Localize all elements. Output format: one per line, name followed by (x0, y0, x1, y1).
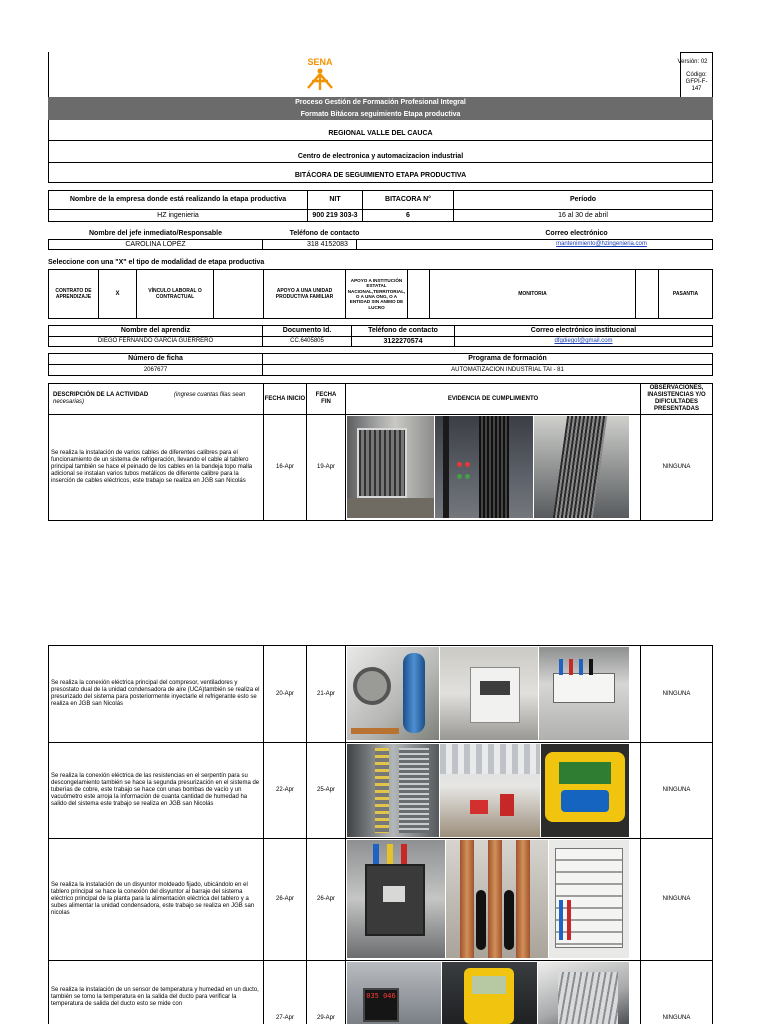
sensor-display-value: 035 046 (366, 992, 396, 1000)
activity-row-5-obs: NINGUNA (640, 960, 713, 1024)
modality-monitoria: MONITORIA (430, 270, 636, 318)
activity-row-4-obs: NINGUNA (640, 838, 713, 961)
evidence-photo-electric-box (440, 647, 538, 740)
ficha-header: Número de ficha (48, 353, 263, 365)
format-title: Formato Bitácora seguimiento Etapa productiva (300, 110, 461, 118)
apprentice-name-value: DIEGO FERNANDO GARCIA GUERRERO (48, 336, 263, 347)
modality-prompt: Seleccione con una "X" el tipo de modalidad de etapa productiva (48, 259, 265, 266)
evidence-photo-contactors (539, 647, 629, 740)
nit-value: 900 219 303-3 (307, 209, 363, 222)
activity-row-5-desc: Se realiza la instalación de un sensor de temperatura y humedad en un ducto, también se tomo la temperatura en la salida del ducto para verificar la temperatura de salida del ducto esto se mide con (48, 960, 264, 1024)
modality-vinculo-mark[interactable] (214, 270, 264, 318)
activity-row-3-end: 25-Apr (306, 742, 346, 839)
activity-row-3-desc: Se realiza la conexión eléctrica de las resistencias en el serpentín para su descongelamiento también se hace la segunda presurización en el sistema de tuberías de cobre, este trabajo se hace con unas bombas de vacío y un vacuómetro este arroja la información de cuanta cantidad de humedad ha salido del sistema este trabajo se realiza en JGB san Nicolás (48, 742, 264, 839)
boss-email-value[interactable] (356, 239, 713, 250)
period-header: Período (453, 190, 713, 210)
sena-logo-icon (300, 54, 340, 94)
modality-monitoria-mark[interactable] (636, 270, 659, 318)
modality-apoyo-institucion: APOYO A INSTITUCIÓN ESTATAL NACIONAL,TERRITORIAL, O A UNA ONG, O A ENTIDAD SIN ANIMO DE LUCRO (346, 270, 408, 318)
boss-phone-value: 318 4152083 (262, 239, 357, 250)
apprentice-doc-header: Documento Id. (262, 325, 352, 337)
activity-row-4-start: 26-Apr (263, 838, 307, 961)
format-bar (48, 108, 713, 120)
evidence-photo-vacuometer (541, 744, 629, 837)
modality-apoyo-institucion-mark[interactable] (408, 270, 430, 318)
activity-row-2-end: 21-Apr (306, 645, 346, 743)
activity-row-3-obs: NINGUNA (640, 742, 713, 839)
activity-row-5-end: 29-Apr (306, 960, 346, 1024)
program-value: AUTOMATIZACION INDUSTRIAL TAI - 81 (262, 364, 713, 376)
modality-pasantia: PASANTIA (672, 291, 699, 297)
modality-contrato-mark[interactable]: X (99, 270, 137, 318)
regional-row (48, 120, 713, 141)
activity-row-3-start: 22-Apr (263, 742, 307, 839)
activity-row-2-obs: NINGUNA (640, 645, 713, 743)
activity-row-1-start: 16-Apr (263, 414, 307, 521)
nit-header: NIT (307, 190, 363, 210)
modality-vinculo: VÍNCULO LABORAL O CONTRACTUAL (137, 270, 214, 318)
activity-desc-header: DESCRIPCIÓN DE LA ACTIVIDAD (ingrese cuantas filas sean necesarias) (48, 383, 264, 415)
boss-email-header: Correo electrónico (545, 229, 608, 237)
apprentice-email-header: Correo electrónico institucional (454, 325, 713, 337)
center-row (48, 141, 713, 163)
page-title: BITÁCORA DE SEGUIMIENTO ETAPA PRODUCTIVA (294, 171, 467, 179)
company-name-header: Nombre de la empresa donde está realizando la etapa productiva (48, 190, 308, 210)
activity-row-2-desc: Se realiza la conexión eléctrica principal del compresor, ventiladores y presostato dual de la unidad condensadora de aire (UCA)también se realiza el presurizado del sistema para posteriormente inyectarle el refrigerante esto se realiza en JGB san Nicolás (48, 645, 264, 743)
evidence-photo-busbar (446, 840, 548, 958)
activity-row-2-start: 20-Apr (263, 645, 307, 743)
bitacora-header: BITACORA N° (362, 190, 454, 210)
modality-apoyo-familiar: APOYO A UNA UNIDAD PRODUCTIVA FAMILIAR (264, 270, 346, 318)
evidence-photo-cabinet-cables (347, 416, 434, 518)
program-header: Programa de formación (262, 353, 713, 365)
boss-phone-header: Teléfono de contacto (289, 229, 360, 237)
apprentice-email-link[interactable]: dfgdiegof@gmail.com (554, 338, 613, 344)
apprentice-email-value[interactable] (454, 336, 713, 347)
activity-row-1-end: 19-Apr (306, 414, 346, 521)
process-bar (48, 97, 713, 108)
bitacora-value: 6 (362, 209, 454, 222)
version-box (677, 52, 713, 98)
evidence-photo-temp-sensor (347, 962, 441, 1024)
regional-label: REGIONAL VALLE DEL CAUCA (328, 130, 433, 137)
period-value: 16 al 30 de abril (453, 209, 713, 222)
activity-start-header: FECHA INICIO (263, 383, 307, 415)
activity-row-4-desc: Se realiza la instalación de un disyuntor moldeado fijado, ubicándolo en el tablero principal se hace la conexión del disyuntor al barraje del sistema eléctrico principal de la planta para la alimentación eléctrica del tablero y a subes alimentar la unidad condensadora, este trabajo se realiza en JGB san nicolas (48, 838, 264, 961)
ficha-value: 2067677 (48, 364, 263, 376)
code-label: Código: GFPI-F-147 (685, 72, 708, 92)
activity-row-1-obs: NINGUNA (640, 414, 713, 521)
svg-text:SENA: SENA (307, 57, 333, 67)
activity-end-header: FECHA FIN (306, 383, 346, 415)
activity-row-1-desc: Se realiza la instalación de varios cables de diferentes calibres para el funcionamiento de un sistema de refrigeración, llevando el cable al tablero principal también se hace el peinado de los cables en la bandeja topo malla adicional se instalan varios tubos metálicos de diferente calibre para la inserción de cables eléctricos, este trabajo se realiza en JGB san Nicolás (48, 414, 264, 521)
evidence-photo-molded-breaker (347, 840, 445, 958)
apprentice-name-header: Nombre del aprendiz (48, 325, 263, 337)
evidence-photo-thermometer (442, 962, 537, 1024)
modality-contrato: CONTRATO DE APRENDIZAJE (49, 270, 99, 318)
sena-logo (300, 54, 340, 94)
evidence-photo-serpentine-resistors (347, 744, 439, 837)
process-title: Proceso Gestión de Formación Profesional Integral (295, 99, 466, 106)
apprentice-doc-value: CC.6405805 (262, 336, 352, 347)
company-name-value: HZ ingenieria (48, 209, 308, 222)
activity-row-4-end: 26-Apr (306, 838, 346, 961)
apprentice-phone-header: Teléfono de contacto (351, 325, 455, 337)
activity-obs-header: OBSERVACIONES, INASISTENCIAS Y/O DIFICULTADES PRESENTADAS (640, 383, 713, 415)
apprentice-phone-value: 3122270574 (351, 336, 455, 347)
activity-evidence-header: EVIDENCIA DE CUMPLIMIENTO (345, 383, 641, 415)
evidence-photo-panel-indicators (435, 416, 533, 518)
boss-email-link[interactable]: mantenimiento@hzingenieria.com (556, 241, 647, 247)
evidence-photo-vacuum-pump (440, 744, 540, 837)
boss-name-value: CAROLINA LOPÉZ (48, 239, 263, 250)
center-label: Centro de electronica y automacizacion industrial (297, 152, 464, 160)
boss-name-header: Nombre del jefe inmediato/Responsable (88, 229, 223, 237)
evidence-photo-duct (538, 962, 629, 1024)
activity-row-5-start: 27-Apr (263, 960, 307, 1024)
title-row (48, 163, 713, 183)
evidence-photo-condensing-unit (347, 647, 439, 740)
evidence-photo-main-panel (549, 840, 629, 958)
evidence-photo-cable-tray (534, 416, 629, 518)
version-label: Versión: 02 (677, 59, 708, 65)
